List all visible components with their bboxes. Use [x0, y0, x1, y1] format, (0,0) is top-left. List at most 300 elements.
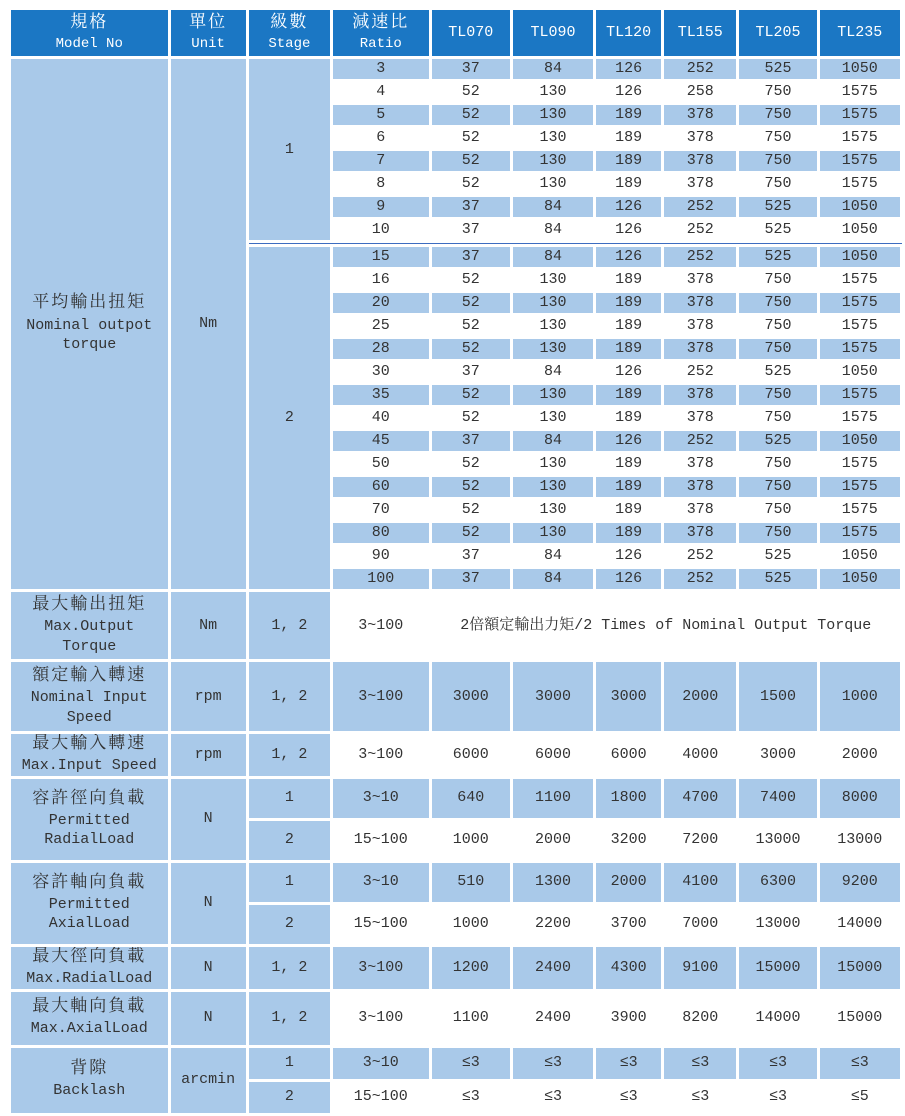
unit-cell: rpm: [169, 661, 247, 733]
value-cell: 2000: [818, 733, 901, 778]
value-cell: 52: [430, 150, 511, 173]
value-cell: 378: [663, 173, 738, 196]
row-label-zh: 容許徑向負載: [32, 789, 147, 809]
value-cell: 1050: [818, 430, 901, 453]
value-cell: 1575: [818, 315, 901, 338]
value-cell: 189: [595, 476, 663, 499]
value-cell: 378: [663, 407, 738, 430]
value-cell: 37: [430, 568, 511, 591]
value-cell: 52: [430, 315, 511, 338]
value-cell: 14000: [738, 990, 818, 1046]
value-cell: 378: [663, 292, 738, 315]
col-header-stage: [247, 9, 331, 58]
value-cell: 3900: [595, 990, 663, 1046]
value-cell: 1300: [511, 861, 594, 903]
value-cell: 52: [430, 407, 511, 430]
value-cell: 1575: [818, 81, 901, 104]
value-cell: 189: [595, 453, 663, 476]
ratio-cell: 3~100: [332, 591, 431, 661]
ratio-cell: 3~100: [332, 733, 431, 778]
row-label-en: Nominal outpot: [26, 316, 153, 334]
col-header-ratio: [332, 9, 431, 58]
value-cell: 189: [595, 499, 663, 522]
row-label-en: Speed: [66, 708, 112, 726]
ratio-cell: 9: [332, 196, 431, 219]
value-cell: 52: [430, 269, 511, 292]
value-cell: 9100: [663, 945, 738, 990]
row-label-en: Max.Input Speed: [21, 757, 157, 775]
value-cell: 6000: [595, 733, 663, 778]
value-cell: 52: [430, 173, 511, 196]
value-cell: 84: [511, 545, 594, 568]
ratio-cell: 45: [332, 430, 431, 453]
value-cell: 378: [663, 269, 738, 292]
value-cell: 1575: [818, 150, 901, 173]
ratio-cell: 3~100: [332, 661, 431, 733]
stage-cell: 1: [247, 777, 331, 819]
value-cell: 84: [511, 196, 594, 219]
ratio-cell: 3~10: [332, 1046, 431, 1080]
value-cell: 52: [430, 384, 511, 407]
value-cell: 252: [663, 58, 738, 81]
unit-cell: rpm: [169, 733, 247, 778]
value-cell: ≤3: [738, 1080, 818, 1114]
ratio-cell: 28: [332, 338, 431, 361]
ratio-cell: 6: [332, 127, 431, 150]
value-cell: 252: [663, 430, 738, 453]
value-cell: 126: [595, 219, 663, 242]
value-cell: 1000: [430, 903, 511, 945]
value-cell: 8200: [663, 990, 738, 1046]
ratio-cell: 90: [332, 545, 431, 568]
value-cell: 189: [595, 407, 663, 430]
value-cell: 52: [430, 127, 511, 150]
value-cell: 1575: [818, 499, 901, 522]
value-cell: 1575: [818, 476, 901, 499]
value-cell: 750: [738, 173, 818, 196]
unit-cell: N: [169, 990, 247, 1046]
value-cell: 525: [738, 196, 818, 219]
value-cell: 1050: [818, 246, 901, 269]
row-label-en: torque: [62, 336, 117, 354]
value-cell: 1000: [818, 661, 901, 733]
ratio-cell: 3~100: [332, 990, 431, 1046]
unit-cell: arcmin: [169, 1046, 247, 1114]
value-cell: 1050: [818, 219, 901, 242]
value-cell: 37: [430, 196, 511, 219]
row-label-zh: 最大軸向負載: [32, 998, 147, 1018]
value-cell: 37: [430, 545, 511, 568]
row-label-permitted-axial-load: [10, 861, 170, 945]
value-cell: 84: [511, 568, 594, 591]
value-cell: 7200: [663, 819, 738, 861]
row-label-zh: 容許軸向負載: [32, 873, 147, 893]
value-cell: 378: [663, 453, 738, 476]
value-cell: 3000: [511, 661, 594, 733]
value-cell: 84: [511, 430, 594, 453]
row-label-en: Max.RadialLoad: [26, 969, 153, 987]
value-cell: 130: [511, 173, 594, 196]
value-cell: 378: [663, 338, 738, 361]
value-cell: 1050: [818, 545, 901, 568]
row-label-zh: 最大徑向負載: [32, 947, 147, 967]
unit-cell: N: [169, 945, 247, 990]
row-label-zh: 額定輸入轉速: [32, 666, 147, 686]
stage-cell: 1, 2: [247, 990, 331, 1046]
value-cell: 52: [430, 81, 511, 104]
value-cell: 525: [738, 545, 818, 568]
row-label-permitted-radial-load: [10, 777, 170, 861]
value-cell: ≤3: [663, 1046, 738, 1080]
value-cell: 4000: [663, 733, 738, 778]
row-label-nominal-output-torque: [10, 58, 170, 591]
value-cell: 130: [511, 407, 594, 430]
value-cell: 4300: [595, 945, 663, 990]
value-cell: ≤3: [595, 1046, 663, 1080]
value-cell: 1575: [818, 338, 901, 361]
value-cell: 378: [663, 104, 738, 127]
value-cell: 750: [738, 476, 818, 499]
value-cell: 510: [430, 861, 511, 903]
value-cell: ≤3: [430, 1080, 511, 1114]
value-cell: 750: [738, 453, 818, 476]
value-cell: 6300: [738, 861, 818, 903]
value-cell: 84: [511, 58, 594, 81]
value-cell: 130: [511, 476, 594, 499]
value-cell: 252: [663, 545, 738, 568]
value-cell: 13000: [818, 819, 901, 861]
row-label-en: Nominal Input: [30, 689, 148, 707]
value-cell: 130: [511, 338, 594, 361]
ratio-cell: 35: [332, 384, 431, 407]
value-cell: 189: [595, 292, 663, 315]
row-label-en: Max.Output: [44, 618, 135, 636]
value-cell: 52: [430, 522, 511, 545]
value-cell: 750: [738, 407, 818, 430]
value-cell: 126: [595, 246, 663, 269]
value-cell: 130: [511, 522, 594, 545]
value-cell: 130: [511, 384, 594, 407]
unit-cell: N: [169, 861, 247, 945]
ratio-cell: 15: [332, 246, 431, 269]
value-cell: 378: [663, 522, 738, 545]
table-row: [10, 861, 902, 903]
ratio-cell: 10: [332, 219, 431, 242]
unit-cell: Nm: [169, 58, 247, 591]
value-cell: ≤3: [595, 1080, 663, 1114]
value-cell: ≤3: [738, 1046, 818, 1080]
value-cell: 378: [663, 499, 738, 522]
value-cell: 52: [430, 499, 511, 522]
ratio-cell: 20: [332, 292, 431, 315]
ratio-cell: 16: [332, 269, 431, 292]
value-cell: 1100: [430, 990, 511, 1046]
header-row: [10, 9, 902, 58]
value-cell: 525: [738, 58, 818, 81]
table-row: [10, 733, 902, 778]
row-label-zh: 最大輸入轉速: [32, 735, 147, 754]
value-cell: 750: [738, 315, 818, 338]
ratio-cell: 70: [332, 499, 431, 522]
value-cell: 1800: [595, 777, 663, 819]
stage-cell: 1: [247, 58, 331, 242]
value-cell: 126: [595, 81, 663, 104]
value-cell: 37: [430, 246, 511, 269]
value-cell: 6000: [430, 733, 511, 778]
value-cell: 750: [738, 127, 818, 150]
value-cell: 130: [511, 81, 594, 104]
row-label-max-output-torque: [10, 591, 170, 661]
row-label-en: Max.AxialLoad: [30, 1020, 148, 1038]
value-cell: 13000: [738, 819, 818, 861]
value-cell: 3000: [738, 733, 818, 778]
value-cell: 2000: [595, 861, 663, 903]
col-header-model-no: [10, 9, 170, 58]
ratio-cell: 40: [332, 407, 431, 430]
row-label-zh: 最大輸出扭矩: [32, 595, 147, 615]
value-cell: 1575: [818, 384, 901, 407]
col-header-unit: [169, 9, 247, 58]
value-cell: 252: [663, 219, 738, 242]
value-cell: 1050: [818, 58, 901, 81]
value-cell: 252: [663, 246, 738, 269]
stage-cell: 1, 2: [247, 661, 331, 733]
value-cell: 1575: [818, 522, 901, 545]
value-cell: 130: [511, 127, 594, 150]
value-cell: 189: [595, 173, 663, 196]
value-cell: 126: [595, 545, 663, 568]
ratio-cell: 3~10: [332, 861, 431, 903]
value-cell: 1575: [818, 104, 901, 127]
value-cell: 1500: [738, 661, 818, 733]
stage-cell: 1, 2: [247, 945, 331, 990]
value-cell: ≤3: [430, 1046, 511, 1080]
value-cell: 37: [430, 430, 511, 453]
spec-table: [8, 7, 903, 1116]
value-cell: 750: [738, 292, 818, 315]
value-cell: 378: [663, 384, 738, 407]
value-cell: 750: [738, 269, 818, 292]
col-header-tl205: TL205: [738, 9, 818, 58]
row-label-zh: 平均輸出扭矩: [32, 294, 147, 314]
value-cell: 378: [663, 127, 738, 150]
col-header-en: Model No: [55, 35, 123, 52]
value-cell: 126: [595, 568, 663, 591]
ratio-cell: 3: [332, 58, 431, 81]
value-cell: 378: [663, 315, 738, 338]
value-cell: 1200: [430, 945, 511, 990]
col-header-tl120: TL120: [595, 9, 663, 58]
value-cell: ≤5: [818, 1080, 901, 1114]
value-cell: 1575: [818, 292, 901, 315]
value-cell: 4700: [663, 777, 738, 819]
row-label-en: Permitted: [48, 895, 130, 913]
value-cell: 525: [738, 219, 818, 242]
value-cell: 13000: [738, 903, 818, 945]
stage-cell: 1, 2: [247, 733, 331, 778]
value-cell: 3000: [595, 661, 663, 733]
value-cell: 378: [663, 150, 738, 173]
table-row: [10, 1046, 902, 1080]
value-cell: 252: [663, 568, 738, 591]
value-cell: 130: [511, 104, 594, 127]
stage-cell: 2: [247, 819, 331, 861]
value-cell: 84: [511, 246, 594, 269]
value-cell: 189: [595, 384, 663, 407]
value-cell: 1100: [511, 777, 594, 819]
value-cell: 189: [595, 104, 663, 127]
value-cell: 2400: [511, 990, 594, 1046]
col-header-en: Unit: [191, 35, 225, 52]
value-cell: 750: [738, 338, 818, 361]
ratio-cell: 60: [332, 476, 431, 499]
stage-cell: 1: [247, 1046, 331, 1080]
stage-cell: 2: [247, 1080, 331, 1114]
value-cell: 378: [663, 476, 738, 499]
col-header-tl155: TL155: [663, 9, 738, 58]
ratio-cell: 7: [332, 150, 431, 173]
value-cell: 9200: [818, 861, 901, 903]
ratio-cell: 5: [332, 104, 431, 127]
value-cell: 1050: [818, 361, 901, 384]
table-row: [10, 945, 902, 990]
value-cell: 130: [511, 269, 594, 292]
col-header-zh: 級數: [270, 13, 309, 33]
value-cell: 130: [511, 453, 594, 476]
value-cell: 130: [511, 499, 594, 522]
stage-cell: 2: [247, 903, 331, 945]
value-cell: 7400: [738, 777, 818, 819]
row-label-en: Backlash: [53, 1082, 126, 1100]
ratio-cell: 15~100: [332, 903, 431, 945]
ratio-cell: 3~10: [332, 777, 431, 819]
col-header-tl235: TL235: [818, 9, 901, 58]
value-cell: ≤3: [511, 1080, 594, 1114]
table-row: [10, 661, 902, 733]
value-cell: 750: [738, 150, 818, 173]
row-label-en: AxialLoad: [48, 915, 130, 933]
value-cell: 1575: [818, 127, 901, 150]
value-cell: 130: [511, 150, 594, 173]
value-cell: 3700: [595, 903, 663, 945]
row-label-max-input-speed: [10, 733, 170, 778]
value-cell: 37: [430, 58, 511, 81]
value-cell: 37: [430, 219, 511, 242]
ratio-cell: 3~100: [332, 945, 431, 990]
value-cell: 84: [511, 219, 594, 242]
value-cell: 525: [738, 430, 818, 453]
col-header-zh: 規格: [70, 13, 109, 33]
col-header-en: Stage: [268, 35, 311, 52]
col-header-zh: 減速比: [352, 13, 410, 33]
value-cell: 84: [511, 361, 594, 384]
value-cell: 189: [595, 338, 663, 361]
value-cell: 189: [595, 269, 663, 292]
value-cell: 525: [738, 568, 818, 591]
value-cell: 7000: [663, 903, 738, 945]
value-cell: 6000: [511, 733, 594, 778]
value-cell: 750: [738, 499, 818, 522]
row-label-backlash: [10, 1046, 170, 1114]
value-cell: 1575: [818, 407, 901, 430]
ratio-cell: 8: [332, 173, 431, 196]
ratio-cell: 15~100: [332, 1080, 431, 1114]
table-row: [10, 990, 902, 1046]
table-row: [10, 777, 902, 819]
value-cell: 3000: [430, 661, 511, 733]
value-cell: 1050: [818, 568, 901, 591]
ratio-cell: 30: [332, 361, 431, 384]
value-cell: 750: [738, 384, 818, 407]
row-label-max-axial-load: [10, 990, 170, 1046]
value-cell: 52: [430, 292, 511, 315]
value-cell: 15000: [818, 945, 901, 990]
ratio-cell: 4: [332, 81, 431, 104]
value-cell: 750: [738, 81, 818, 104]
value-cell: 126: [595, 430, 663, 453]
value-cell: 126: [595, 196, 663, 219]
row-label-zh: 背隙: [70, 1060, 109, 1080]
ratio-cell: 100: [332, 568, 431, 591]
stage-cell: 1, 2: [247, 591, 331, 661]
col-header-tl090: TL090: [511, 9, 594, 58]
value-cell: 14000: [818, 903, 901, 945]
merged-value-cell: 2倍額定輸出力矩/2 Times of Nominal Output Torque: [430, 591, 901, 661]
value-cell: 52: [430, 476, 511, 499]
row-label-en: RadialLoad: [44, 831, 135, 849]
value-cell: 52: [430, 104, 511, 127]
value-cell: 189: [595, 522, 663, 545]
value-cell: 2200: [511, 903, 594, 945]
table-row: [10, 58, 902, 81]
value-cell: 15000: [818, 990, 901, 1046]
value-cell: 640: [430, 777, 511, 819]
value-cell: 1000: [430, 819, 511, 861]
ratio-cell: 25: [332, 315, 431, 338]
value-cell: 525: [738, 246, 818, 269]
value-cell: 189: [595, 315, 663, 338]
value-cell: 3200: [595, 819, 663, 861]
value-cell: 37: [430, 361, 511, 384]
value-cell: 126: [595, 58, 663, 81]
value-cell: 1575: [818, 453, 901, 476]
value-cell: ≤3: [511, 1046, 594, 1080]
value-cell: 525: [738, 361, 818, 384]
value-cell: ≤3: [663, 1080, 738, 1114]
value-cell: 1050: [818, 196, 901, 219]
value-cell: 252: [663, 361, 738, 384]
value-cell: 8000: [818, 777, 901, 819]
value-cell: 189: [595, 127, 663, 150]
row-label-en: Permitted: [48, 811, 130, 829]
row-label-en: Torque: [62, 637, 117, 655]
table-row: [10, 591, 902, 661]
row-label-nominal-input-speed: [10, 661, 170, 733]
value-cell: 252: [663, 196, 738, 219]
value-cell: 15000: [738, 945, 818, 990]
col-header-tl070: TL070: [430, 9, 511, 58]
value-cell: 1575: [818, 269, 901, 292]
ratio-cell: 50: [332, 453, 431, 476]
value-cell: 4100: [663, 861, 738, 903]
value-cell: 130: [511, 315, 594, 338]
stage-cell: 1: [247, 861, 331, 903]
stage-cell: 2: [247, 246, 331, 591]
unit-cell: Nm: [169, 591, 247, 661]
unit-cell: N: [169, 777, 247, 861]
value-cell: 2000: [663, 661, 738, 733]
ratio-cell: 80: [332, 522, 431, 545]
